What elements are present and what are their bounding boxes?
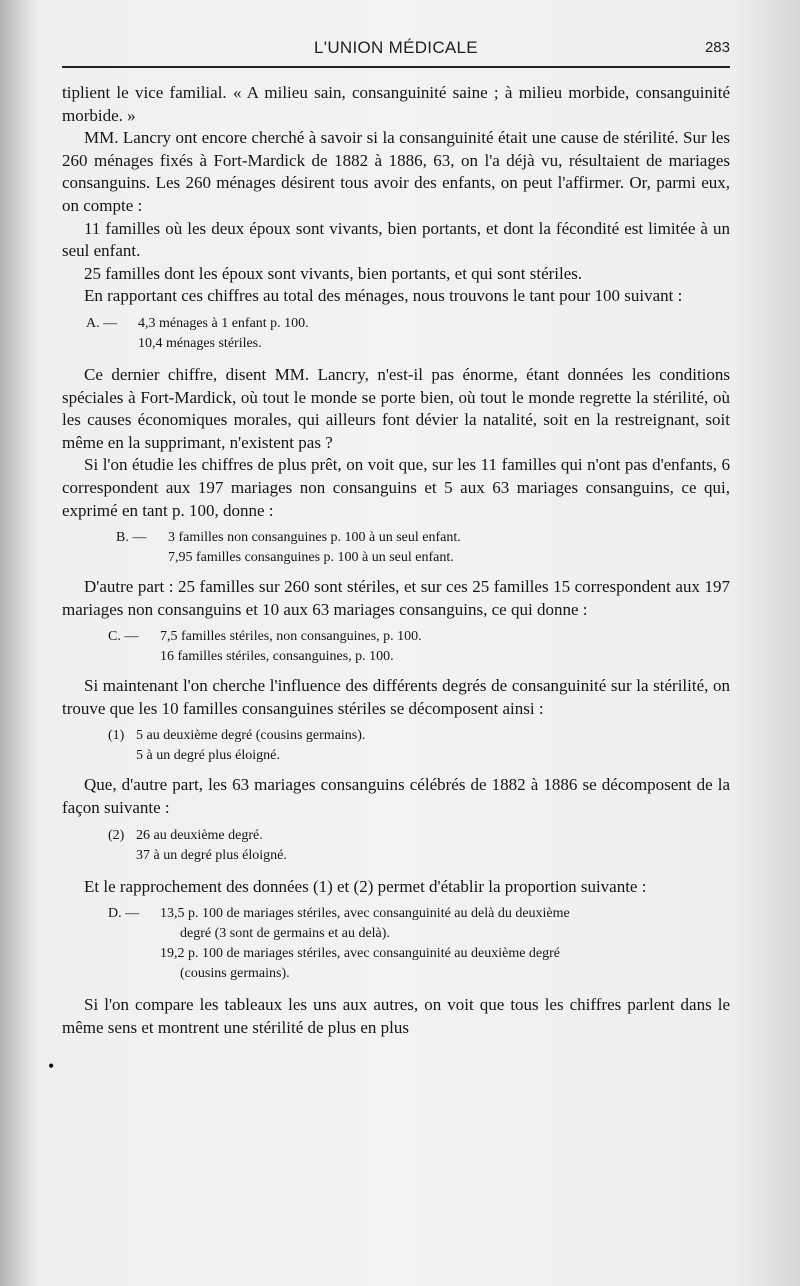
table-b-line-1: 3 familles non consanguines p. 100 à un seul enfant. bbox=[168, 530, 461, 546]
table-c-line-2: 16 familles stériles, consanguines, p. 100. bbox=[160, 649, 394, 665]
paragraph-7: Si l'on étudie les chiffres de plus prêt, on voit que, sur les 11 familles qui n'ont pas d'enfants, 6 correspondent aux 197 mariages non consanguins et 5 aux 63 mariages consanguins, ce qui, exprimé en tant p. 100, donne : bbox=[62, 455, 730, 520]
paragraph-10: Que, d'autre part, les 63 mariages consanguins célébrés de 1882 à 1886 se décomposent de la façon suivante : bbox=[62, 775, 730, 818]
table-b-label: B. — bbox=[116, 530, 147, 546]
table-d-line-2b: (cousins germains). bbox=[180, 966, 290, 982]
table-1-line-1: 5 au deuxième degré (cousins germains). bbox=[136, 728, 366, 744]
page-header bbox=[62, 38, 730, 66]
margin-ink-mark: • bbox=[48, 1056, 55, 1076]
table-c bbox=[62, 627, 730, 667]
running-title: L'UNION MÉDICALE bbox=[314, 38, 478, 57]
paragraph-2: MM. Lancry ont encore cherché à savoir si la consanguinité était une cause de stérilité. Sur les 260 ménages fixés à Fort-Mardick de 1882 à 1886, 63, on l'a déjà vu, résultaient de mariages consanguins. Les 260 ménages désirent tous avoir des enfants, on peut l'affirmer. Or, parmi eux, on compte : bbox=[62, 128, 730, 215]
table-d-line-1b: degré (3 sont de germains et au delà). bbox=[180, 926, 390, 942]
table-c-label: C. — bbox=[108, 629, 139, 645]
table-1 bbox=[62, 726, 730, 766]
table-a-line-2: 10,4 ménages stériles. bbox=[138, 335, 262, 351]
table-2-line-1: 26 au deuxième degré. bbox=[136, 827, 263, 843]
page-binding-shadow bbox=[0, 0, 40, 1286]
table-a-line-1: 4,3 ménages à 1 enfant p. 100. bbox=[138, 315, 309, 331]
table-b bbox=[62, 528, 730, 568]
table-2-label: (2) bbox=[108, 827, 125, 843]
header-rule bbox=[62, 66, 730, 68]
table-1-line-2: 5 à un degré plus éloigné. bbox=[136, 748, 280, 764]
table-a-label: A. — bbox=[86, 315, 118, 331]
paragraph-4: 25 familles dont les époux sont vivants, bien portants, et qui sont stériles. bbox=[84, 263, 583, 283]
paragraph-1: tiplient le vice familial. « A milieu sain, consanguinité saine ; à milieu morbide, consanguinité morbide. » bbox=[62, 83, 730, 125]
page-body bbox=[62, 82, 730, 1039]
paragraph-9: Si maintenant l'on cherche l'influence des différents degrés de consanguinité sur la stérilité, on trouve que les 10 familles consanguines stériles se décomposent ainsi : bbox=[62, 676, 730, 718]
table-2 bbox=[62, 826, 730, 866]
paragraph-12: Si l'on compare les tableaux les uns aux autres, on voit que tous les chiffres parlent dans le même sens et montrent une stérilité de plus en plus bbox=[62, 995, 730, 1037]
table-b-line-2: 7,95 familles consanguines p. 100 à un seul enfant. bbox=[168, 550, 454, 566]
table-d-line-2: 19,2 p. 100 de mariages stériles, avec consanguinité au deuxième degré bbox=[160, 946, 561, 962]
table-a bbox=[62, 314, 730, 354]
table-d-line-1: 13,5 p. 100 de mariages stériles, avec consanguinité au delà du deuxième bbox=[160, 906, 570, 922]
paragraph-6: Ce dernier chiffre, disent MM. Lancry, n'est-il pas énorme, étant données les conditions spéciales à Fort-Mardick, où tout le monde se porte bien, où tout le monde regrette la stérilité, où les causes économiques morales, qui ailleurs font dévier la natalité, soit en la restreignant, soit même en la supprimant, n'existent pas ? bbox=[62, 364, 730, 452]
paragraph-11: Et le rapprochement des données (1) et (2) permet d'établir la proportion suivante : bbox=[84, 876, 647, 896]
paragraph-8: D'autre part : 25 familles sur 260 sont stériles, et sur ces 25 familles 15 correspondent aux 197 mariages non consanguins et 10 aux 63 mariages consanguins, ce qui donne : bbox=[62, 577, 730, 619]
page-number: 283 bbox=[704, 39, 730, 56]
table-c-line-1: 7,5 familles stériles, non consanguines, p. 100. bbox=[160, 629, 422, 645]
paragraph-5: En rapportant ces chiffres au total des ménages, nous trouvons le tant pour 100 suivant : bbox=[84, 286, 683, 306]
table-1-label: (1) bbox=[108, 728, 125, 744]
table-d-label: D. — bbox=[108, 906, 140, 922]
table-2-line-2: 37 à un degré plus éloigné. bbox=[136, 847, 287, 863]
paragraph-3: 11 familles où les deux époux sont vivants, bien portants, et dont la fécondité est limitée à un seul enfant. bbox=[62, 218, 730, 261]
table-d bbox=[62, 904, 730, 984]
